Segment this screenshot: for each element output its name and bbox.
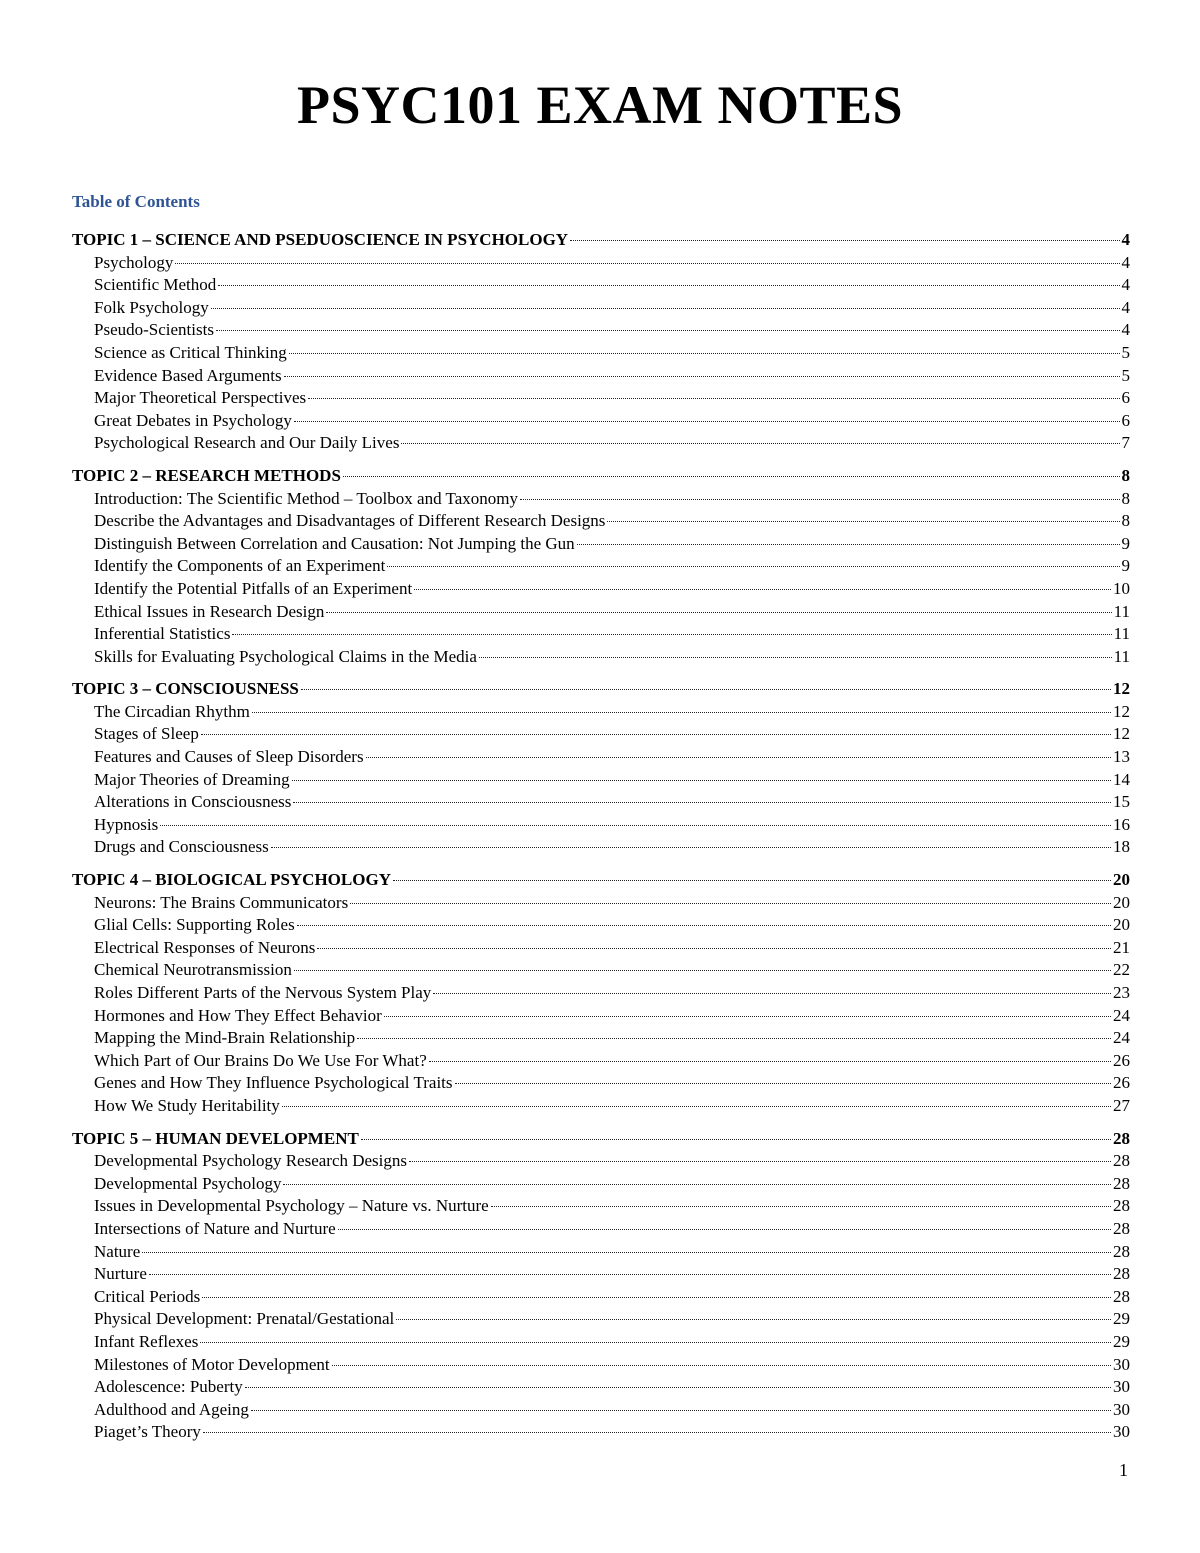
dot-leader	[414, 589, 1111, 590]
toc-entry-label: Physical Development: Prenatal/Gestational	[94, 1309, 395, 1329]
toc-entry-label: Piaget’s Theory	[94, 1422, 201, 1442]
toc-entry-page: 10	[1113, 578, 1130, 598]
toc-entry-page: 6	[1121, 410, 1130, 430]
toc-topic[interactable]	[72, 229, 1130, 252]
toc-item[interactable]	[72, 1241, 1130, 1264]
dot-leader	[201, 734, 1111, 735]
toc-entry-label: Introduction: The Scientific Method – Toolbox and Taxonomy	[94, 488, 518, 508]
dot-leader	[332, 1365, 1111, 1366]
dot-leader	[366, 757, 1111, 758]
toc-entry-page: 28	[1113, 1128, 1130, 1148]
toc-heading: Table of Contents	[72, 192, 200, 211]
toc-entry-label: Folk Psychology	[94, 297, 209, 317]
toc-entry-page: 11	[1113, 601, 1130, 621]
dot-leader	[175, 263, 1119, 264]
toc-item[interactable]	[72, 488, 1130, 511]
dot-leader	[142, 1252, 1111, 1253]
toc-entry-page: 28	[1113, 1196, 1130, 1216]
toc-entry-page: 30	[1113, 1422, 1130, 1442]
toc-entry-page: 22	[1113, 960, 1130, 980]
toc-item[interactable]	[72, 365, 1130, 388]
toc-item[interactable]	[72, 646, 1130, 669]
toc-entry-label: Describe the Advantages and Disadvantages of Different Research Designs	[94, 511, 606, 531]
toc-entry-label: Glial Cells: Supporting Roles	[94, 915, 295, 935]
toc-entry-label: Hormones and How They Effect Behavior	[94, 1005, 382, 1025]
toc-entry-page: 28	[1113, 1264, 1130, 1284]
dot-leader	[343, 476, 1120, 477]
toc-entry-page: 11	[1113, 624, 1130, 644]
toc-entry-label: TOPIC 4 – BIOLOGICAL PSYCHOLOGY	[72, 870, 391, 890]
dot-leader	[433, 993, 1111, 994]
dot-leader	[271, 847, 1111, 848]
toc-entry-page: 30	[1113, 1399, 1130, 1419]
toc-item[interactable]	[72, 1072, 1130, 1095]
dot-leader	[251, 1410, 1111, 1411]
dot-leader	[350, 903, 1111, 904]
dot-leader	[216, 330, 1120, 331]
dot-leader	[455, 1083, 1111, 1084]
toc-entry-label: Nature	[94, 1241, 141, 1261]
toc-entry-label: The Circadian Rhythm	[94, 701, 250, 721]
toc-entry-page: 16	[1113, 814, 1130, 834]
dot-leader	[297, 925, 1111, 926]
toc-item[interactable]	[72, 555, 1130, 578]
dot-leader	[308, 398, 1119, 399]
toc-topic[interactable]	[72, 678, 1130, 701]
toc-entry-page: 28	[1113, 1218, 1130, 1238]
toc-entry-label: Chemical Neurotransmission	[94, 960, 292, 980]
toc-entry-page: 24	[1113, 1005, 1130, 1025]
dot-leader	[218, 285, 1119, 286]
toc-entry-label: Scientific Method	[94, 275, 217, 295]
toc-entry-label: Great Debates in Psychology	[94, 410, 292, 430]
page-number: 1	[1119, 1460, 1128, 1480]
toc-entry-label: Neurons: The Brains Communicators	[94, 892, 349, 912]
toc-entry-page: 4	[1121, 320, 1130, 340]
toc-entry-label: Nurture	[94, 1264, 147, 1284]
toc-entry-page: 23	[1113, 983, 1130, 1002]
dot-leader	[361, 1139, 1111, 1140]
toc-entry-page: 15	[1113, 792, 1130, 812]
toc-item[interactable]	[72, 914, 1130, 937]
toc-item[interactable]	[72, 892, 1130, 915]
dot-leader	[520, 499, 1120, 500]
toc-entry-page: 5	[1121, 342, 1130, 362]
toc-entry-label: Mapping the Mind-Brain Relationship	[94, 1028, 356, 1048]
toc-item[interactable]	[72, 432, 1130, 455]
toc-entry-page: 20	[1113, 892, 1130, 912]
toc-item[interactable]	[72, 701, 1130, 724]
toc-entry-page: 28	[1113, 1173, 1130, 1193]
toc-entry-page: 5	[1121, 365, 1130, 385]
toc-entry-page: 4	[1121, 230, 1130, 249]
toc-topic[interactable]	[72, 1128, 1130, 1151]
dot-leader	[357, 1038, 1111, 1039]
toc-entry-label: Features and Causes of Sleep Disorders	[94, 747, 364, 767]
toc-entry-page: 30	[1113, 1354, 1130, 1374]
toc-entry-label: Major Theories of Dreaming	[94, 769, 290, 789]
dot-leader	[401, 443, 1119, 444]
toc-entry-label: Ethical Issues in Research Design	[94, 601, 325, 621]
toc-item[interactable]	[72, 1218, 1130, 1241]
toc-item[interactable]	[72, 1263, 1130, 1286]
toc-entry-label: Pseudo-Scientists	[94, 320, 214, 340]
dot-leader	[577, 544, 1120, 545]
dot-leader	[292, 780, 1111, 781]
table-of-contents	[72, 229, 1130, 1444]
toc-item[interactable]	[72, 1027, 1130, 1050]
toc-item[interactable]	[72, 274, 1130, 297]
dot-leader	[284, 376, 1120, 377]
toc-entry-page: 24	[1113, 1028, 1130, 1048]
toc-entry-page: 9	[1121, 556, 1130, 576]
toc-entry-page: 8	[1121, 465, 1130, 485]
toc-entry-label: Developmental Psychology	[94, 1173, 282, 1193]
toc-item[interactable]	[72, 746, 1130, 769]
toc-entry-label: Roles Different Parts of the Nervous System Play	[94, 983, 432, 1002]
dot-leader	[429, 1061, 1111, 1062]
dot-leader	[396, 1319, 1111, 1320]
toc-item[interactable]	[72, 959, 1130, 982]
toc-entry-page: 13	[1113, 747, 1130, 767]
dot-leader	[387, 566, 1119, 567]
dot-leader	[393, 880, 1111, 881]
toc-item[interactable]	[72, 319, 1130, 342]
toc-topic[interactable]	[72, 465, 1130, 488]
toc-entry-label: Drugs and Consciousness	[94, 837, 269, 857]
dot-leader	[409, 1161, 1111, 1162]
dot-leader	[203, 1432, 1111, 1433]
toc-item[interactable]	[72, 297, 1130, 320]
toc-entry-page: 28	[1113, 1286, 1130, 1306]
dot-leader	[607, 521, 1119, 522]
toc-item[interactable]	[72, 1331, 1130, 1354]
toc-entry-page: 12	[1113, 679, 1130, 699]
toc-entry-page: 4	[1121, 297, 1130, 317]
dot-leader	[570, 240, 1119, 241]
toc-entry-label: TOPIC 5 – HUMAN DEVELOPMENT	[72, 1128, 359, 1148]
dot-leader	[252, 712, 1111, 713]
dot-leader	[491, 1206, 1111, 1207]
dot-leader	[289, 353, 1120, 354]
toc-item[interactable]	[72, 533, 1130, 556]
toc-entry-label: TOPIC 2 – RESEARCH METHODS	[72, 465, 341, 485]
toc-entry-label: Adolescence: Puberty	[94, 1377, 243, 1397]
dot-leader	[326, 612, 1111, 613]
toc-item[interactable]	[72, 1286, 1130, 1309]
toc-entry-page: 4	[1121, 252, 1130, 272]
toc-entry-page: 11	[1113, 646, 1130, 666]
toc-item[interactable]	[72, 252, 1130, 275]
dot-leader	[283, 1184, 1111, 1185]
toc-item[interactable]	[72, 342, 1130, 365]
toc-item[interactable]	[72, 937, 1130, 960]
dot-leader	[294, 421, 1120, 422]
dot-leader	[293, 802, 1111, 803]
dot-leader	[202, 1297, 1111, 1298]
toc-item[interactable]	[72, 769, 1130, 792]
toc-entry-label: Identify the Components of an Experiment	[94, 556, 386, 576]
toc-entry-page: 28	[1113, 1241, 1130, 1261]
toc-item[interactable]	[72, 1095, 1130, 1118]
toc-entry-page: 8	[1121, 511, 1130, 531]
toc-entry-page: 12	[1113, 724, 1130, 744]
toc-item[interactable]	[72, 1050, 1130, 1073]
dot-leader	[232, 634, 1111, 635]
dot-leader	[149, 1274, 1111, 1275]
toc-topic[interactable]	[72, 869, 1130, 892]
toc-entry-page: 9	[1121, 533, 1130, 553]
toc-entry-page: 20	[1113, 915, 1130, 935]
dot-leader	[294, 970, 1111, 971]
toc-entry-label: Intersections of Nature and Nurture	[94, 1218, 336, 1238]
toc-item[interactable]	[72, 1354, 1130, 1377]
toc-entry-label: Hypnosis	[94, 814, 159, 834]
dot-leader	[200, 1342, 1111, 1343]
toc-item[interactable]	[72, 1376, 1130, 1399]
toc-entry-page: 18	[1113, 837, 1130, 857]
toc-entry-label: Critical Periods	[94, 1286, 201, 1306]
toc-item[interactable]	[72, 410, 1130, 433]
toc-entry-label: Psychological Research and Our Daily Lives	[94, 433, 400, 453]
toc-item[interactable]	[72, 1308, 1130, 1331]
dot-leader	[317, 948, 1111, 949]
toc-entry-label: Which Part of Our Brains Do We Use For What?	[94, 1050, 427, 1070]
page-title: PSYC101 EXAM NOTES	[296, 75, 904, 135]
toc-item[interactable]	[72, 1399, 1130, 1422]
toc-entry-label: How We Study Heritability	[94, 1095, 280, 1115]
toc-entry-page: 28	[1113, 1151, 1130, 1171]
toc-item[interactable]	[72, 1150, 1130, 1173]
toc-item[interactable]	[72, 814, 1130, 837]
toc-entry-label: TOPIC 1 – SCIENCE AND PSEDUOSCIENCE IN PSYCHOLOGY	[72, 230, 569, 249]
toc-entry-label: Adulthood and Ageing	[94, 1399, 249, 1419]
toc-entry-label: Science as Critical Thinking	[94, 342, 287, 362]
toc-entry-page: 20	[1113, 870, 1130, 890]
toc-item[interactable]	[72, 510, 1130, 533]
toc-entry-label: Infant Reflexes	[94, 1331, 199, 1351]
toc-item[interactable]	[72, 1005, 1130, 1028]
toc-entry-page: 4	[1121, 275, 1130, 295]
toc-item[interactable]	[72, 1173, 1130, 1196]
toc-entry-page: 29	[1113, 1309, 1130, 1329]
toc-item[interactable]	[72, 578, 1130, 601]
toc-entry-label: TOPIC 3 – CONSCIOUSNESS	[72, 679, 299, 699]
toc-entry-label: Psychology	[94, 252, 174, 272]
toc-item[interactable]	[72, 387, 1130, 410]
dot-leader	[282, 1106, 1111, 1107]
toc-entry-label: Issues in Developmental Psychology – Nature vs. Nurture	[94, 1196, 489, 1216]
toc-entry-label: Inferential Statistics	[94, 624, 231, 644]
toc-item[interactable]	[72, 836, 1130, 859]
toc-item[interactable]	[72, 982, 1130, 1005]
toc-entry-page: 27	[1113, 1095, 1130, 1115]
dot-leader	[211, 308, 1120, 309]
toc-entry-label: Identify the Potential Pitfalls of an Experiment	[94, 578, 413, 598]
dot-leader	[160, 825, 1111, 826]
toc-entry-page: 7	[1121, 433, 1130, 453]
toc-entry-page: 12	[1113, 701, 1130, 721]
dot-leader	[384, 1016, 1111, 1017]
toc-entry-label: Developmental Psychology Research Designs	[94, 1151, 408, 1171]
dot-leader	[301, 689, 1111, 690]
toc-entry-label: Major Theoretical Perspectives	[94, 388, 307, 408]
toc-item[interactable]	[72, 623, 1130, 646]
toc-entry-page: 29	[1113, 1331, 1130, 1351]
toc-entry-page: 21	[1113, 937, 1130, 957]
toc-entry-label: Stages of Sleep	[94, 724, 199, 744]
toc-entry-label: Distinguish Between Correlation and Causation: Not Jumping the Gun	[94, 533, 575, 553]
toc-entry-page: 8	[1121, 488, 1130, 508]
toc-entry-page: 6	[1121, 388, 1130, 408]
dot-leader	[479, 657, 1112, 658]
toc-entry-label: Milestones of Motor Development	[94, 1354, 330, 1374]
dot-leader	[338, 1229, 1111, 1230]
toc-entry-label: Skills for Evaluating Psychological Claims in the Media	[94, 646, 477, 666]
toc-entry-page: 26	[1113, 1050, 1130, 1070]
toc-entry-label: Genes and How They Influence Psychological Traits	[94, 1073, 453, 1093]
toc-entry-label: Electrical Responses of Neurons	[94, 937, 316, 957]
toc-item[interactable]	[72, 723, 1130, 746]
toc-item[interactable]	[72, 791, 1130, 814]
toc-entry-page: 26	[1113, 1073, 1130, 1093]
toc-entry-label: Alterations in Consciousness	[94, 792, 292, 812]
toc-item[interactable]	[72, 1421, 1130, 1444]
dot-leader	[245, 1387, 1111, 1388]
toc-entry-page: 30	[1113, 1377, 1130, 1397]
toc-entry-label: Evidence Based Arguments	[94, 365, 282, 385]
toc-entry-page: 14	[1113, 769, 1130, 789]
toc-item[interactable]	[72, 601, 1130, 624]
toc-item[interactable]	[72, 1195, 1130, 1218]
